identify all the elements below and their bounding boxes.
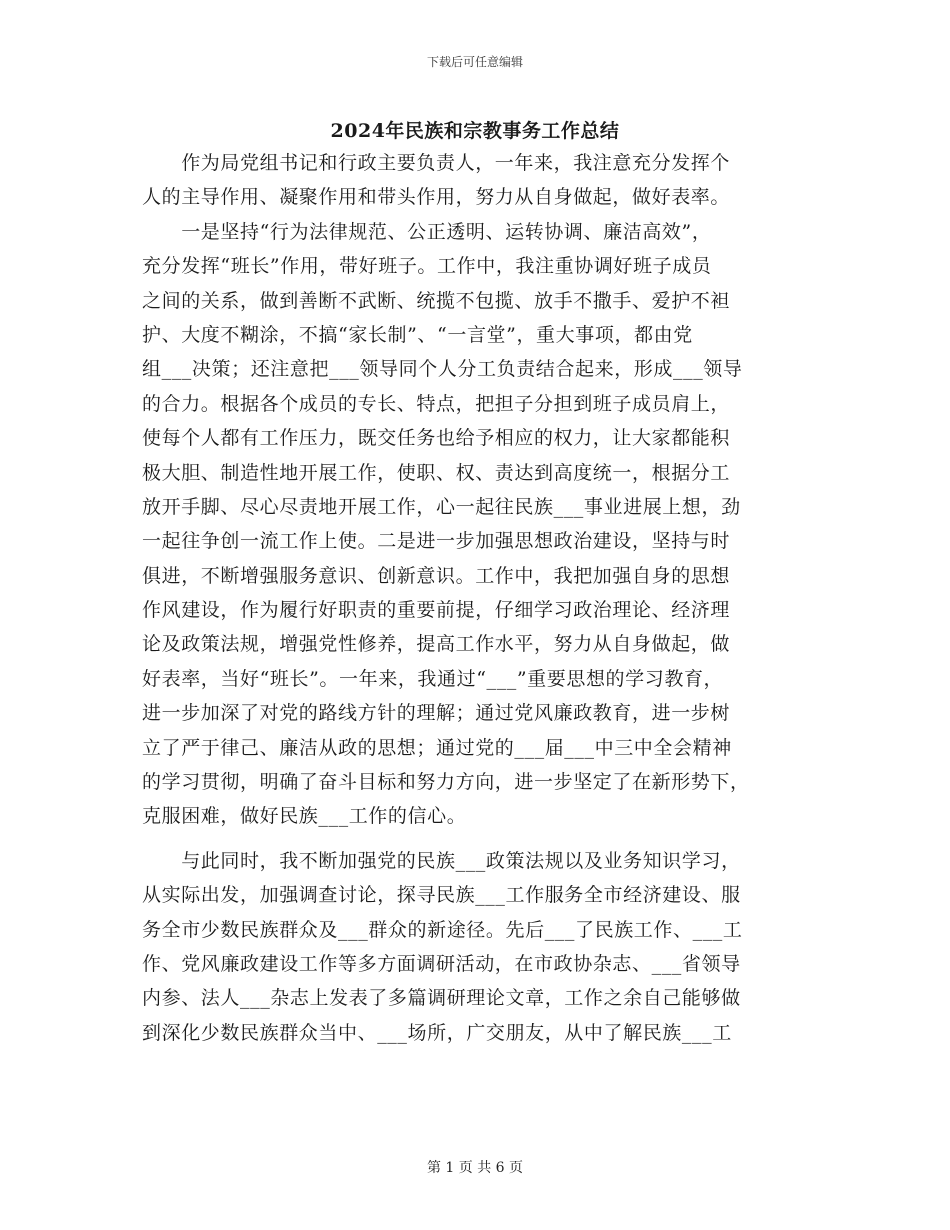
document-title: 2024年民族和宗教事务工作总结 — [330, 120, 620, 142]
text-line: 作、党风廉政建设工作等多方面调研活动，在市政协杂志、___省领导 — [142, 952, 741, 975]
text-line: 之间的关系，做到善断不武断、统揽不包揽、放手不撒手、爱护不袒 — [142, 289, 731, 312]
paragraph-1 — [142, 146, 822, 215]
document-body — [142, 146, 822, 1050]
paragraph-2 — [142, 215, 822, 834]
paragraph-spacer — [142, 834, 822, 844]
text-line: 立了严于律己、廉洁从政的思想；通过党的___届___中三中全会精神 — [142, 736, 732, 759]
text-line: 进一步加深了对党的路线方针的理解；通过党风廉政教育，进一步树 — [142, 702, 731, 725]
page-footer: 第 1 页 共 6 页 — [426, 1160, 524, 1176]
text-line: 使每个人都有工作压力，既交任务也给予相应的权力，让大家都能积 — [142, 427, 731, 450]
text-line: 放开手脚、尽心尽责地开展工作，心一起往民族___事业进展上想，劲 — [142, 495, 741, 518]
text-line: 作为局党组书记和行政主要负责人，一年来，我注意充分发挥个 — [142, 152, 731, 174]
header-note: 下载后可任意编辑 — [426, 55, 523, 69]
text-line: 内参、法人___杂志上发表了多篇调研理论文章，工作之余自己能够做 — [142, 987, 741, 1010]
text-line: 克服困难，做好民族___工作的信心。 — [142, 805, 467, 828]
text-line: 充分发挥“班长”作用，带好班子。工作中，我注重协调好班子成员 — [142, 255, 712, 278]
text-line: 好表率，当好“班长”。一年来，我通过“___”重要思想的学习教育， — [142, 667, 724, 690]
text-line: 极大胆、制造性地开展工作，使职、权、责达到高度统一，根据分工 — [142, 461, 731, 484]
text-line: 一是坚持“行为法律规范、公正透明、运转协调、廉洁高效”， — [142, 220, 712, 243]
text-line: 俱进，不断增强服务意识、创新意识。工作中，我把加强自身的思想 — [142, 564, 731, 587]
text-line: 的合力。根据各个成员的专长、特点，把担子分担到班子成员肩上， — [142, 392, 731, 415]
text-line: 与此同时，我不断加强党的民族___政策法规以及业务知识学习， — [142, 849, 741, 872]
text-line: 到深化少数民族群众当中、___场所，广交朋友，从中了解民族___工 — [142, 1021, 732, 1044]
text-line: 人的主导作用、凝聚作用和带头作用，努力从自身做起，做好表率。 — [142, 186, 731, 209]
text-line: 一起往争创一流工作上使。二是进一步加强思想政治建设，坚持与时 — [142, 530, 731, 553]
text-line: 论及政策法规，增强党性修养，提高工作水平，努力从自身做起，做 — [142, 633, 731, 656]
text-line: 的学习贯彻，明确了奋斗目标和努力方向，进一步坚定了在新形势下， — [142, 771, 750, 794]
paragraph-3 — [142, 844, 822, 1050]
text-line: 护、大度不糊涂，不搞“家长制”、“一言堂”，重大事项，都由党 — [142, 323, 693, 346]
text-line: 务全市少数民族群众及___群众的新途径。先后___了民族工作、___工 — [142, 918, 743, 941]
text-line: 从实际出发，加强调查讨论，探寻民族___工作服务全市经济建设、服 — [142, 884, 741, 907]
text-line: 作风建设，作为履行好职责的重要前提，仔细学习政治理论、经济理 — [142, 599, 731, 622]
text-line: 组___决策；还注意把___领导同个人分工负责结合起来，形成___领导 — [142, 358, 743, 381]
